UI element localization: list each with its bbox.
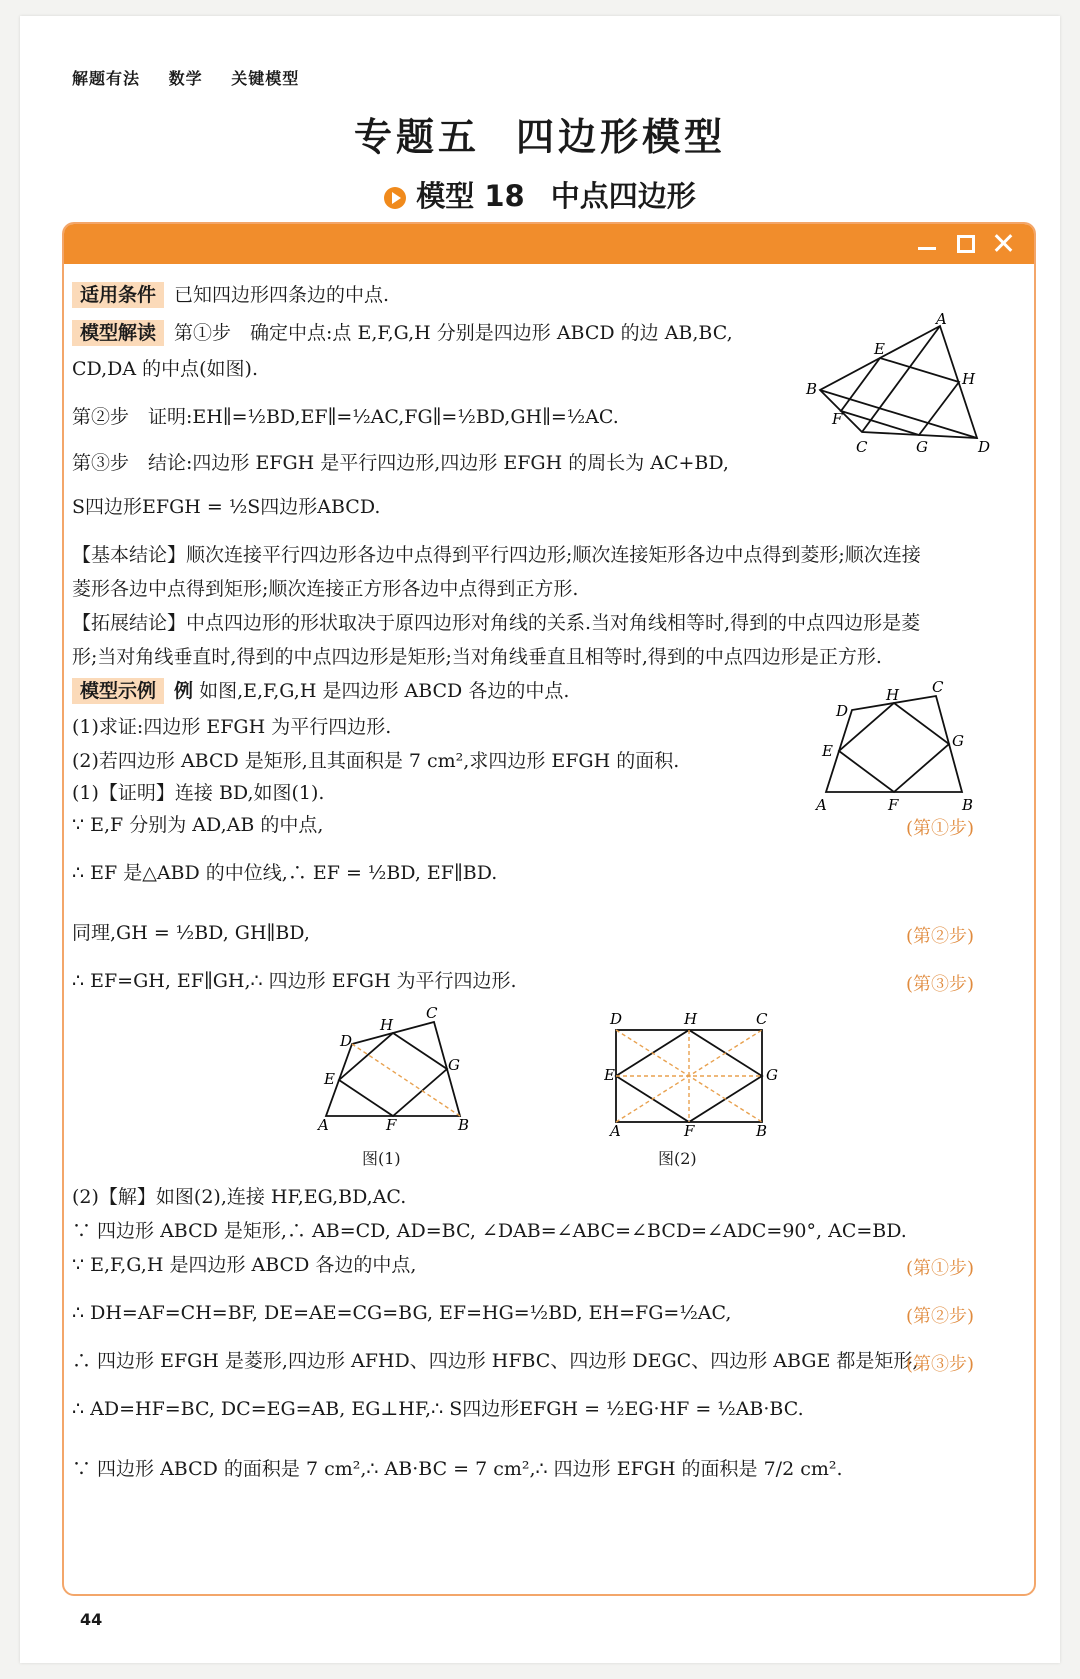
extend-line2: 形;当对角线垂直时,得到的中点四边形是矩形;当对角线垂直且相等时,得到的中点四边形是正方形. (72, 646, 882, 668)
ex-label-G: G (952, 732, 964, 750)
page (20, 16, 1060, 1663)
step1-line1: 第①步 确定中点:点 E,F,G,H 分别是四边形 ABCD 的边 AB,BC, (174, 322, 733, 344)
page-number: 44 (80, 1610, 103, 1629)
f2-label-H: H (684, 1010, 698, 1028)
f1-label-G: G (448, 1056, 460, 1074)
f1-label-B: B (458, 1116, 470, 1134)
fig0-label-D: D (978, 438, 991, 456)
figure-1 (314, 1004, 474, 1134)
figure-1-caption: 图(1) (362, 1149, 401, 1168)
step-label-2b: (第②步) (905, 1306, 974, 1327)
proof1-b: ∵ E,F 分别为 AD,AB 的中点, (72, 814, 324, 836)
f2-label-B: B (756, 1122, 768, 1136)
f1-label-F: F (386, 1116, 397, 1134)
f1-label-E: E (324, 1070, 335, 1088)
f2-label-E: E (604, 1066, 615, 1084)
fig0-label-B: B (806, 380, 818, 398)
running-head (72, 66, 321, 89)
interpret-tag: 模型解读 (72, 320, 164, 346)
fig0-label-A: A (936, 312, 947, 328)
f1-label-D: D (340, 1032, 353, 1050)
conditions-line (72, 282, 389, 308)
step1-line2: CD,DA 的中点(如图). (72, 358, 258, 380)
f1-label-A: A (318, 1116, 329, 1134)
minimize-icon[interactable] (916, 232, 938, 254)
step3-line2: S四边形EFGH = ½S四边形ABCD. (72, 496, 381, 518)
fig0-label-H: H (962, 370, 976, 388)
fig0-label-F: F (832, 410, 843, 428)
ex-label-E: E (822, 742, 833, 760)
step3-line1: 第③步 结论:四边形 EFGH 是平行四边形,四边形 EFGH 的周长为 AC+BD, (72, 452, 729, 474)
step-label-1a: (第①步) (905, 818, 974, 839)
f2-label-G: G (766, 1066, 778, 1084)
running-head-1: 解题有法 (72, 69, 141, 88)
step-label-3a: (第③步) (905, 974, 974, 995)
proof1-c: ∴ EF 是△ABD 的中位线,∴ EF = ½BD, EF∥BD. (72, 862, 498, 884)
step-label-3b: (第③步) (905, 1354, 974, 1375)
proof2-d: ∴ DH=AF=CH=BF, DE=AE=CG=BG, EF=HG=½BD, EH=FG=½AC, (72, 1302, 732, 1324)
figure-2 (604, 1010, 784, 1136)
figure-example (812, 676, 982, 816)
running-head-2: 数学 (168, 69, 203, 88)
extend-line1: 【拓展结论】中点四边形的形状取决于原四边形对角线的关系.当对角线相等时,得到的中点四边形是菱 (72, 612, 921, 634)
proof1-d: 同理,GH = ½BD, GH∥BD, (72, 922, 310, 944)
f2-label-F: F (684, 1122, 695, 1136)
title-part2: 四边形模型 (516, 115, 727, 159)
basic-line1: 【基本结论】顺次连接平行四边形各边中点得到平行四边形;顺次连接矩形各边中点得到菱形;顺次连接 (72, 544, 921, 566)
interpret-line (72, 320, 733, 346)
question-2: (2)若四边形 ABCD 是矩形,且其面积是 7 cm²,求四边形 EFGH 的面积. (72, 750, 680, 772)
ex-label-F: F (888, 796, 899, 814)
page-title (20, 106, 1060, 161)
title-part1: 专题五 (353, 115, 480, 159)
maximize-icon[interactable] (954, 232, 976, 254)
step-label-1b: (第①步) (905, 1258, 974, 1279)
question-1: (1)求证:四边形 EFGH 为平行四边形. (72, 716, 392, 738)
step-label-2a: (第②步) (905, 926, 974, 947)
running-head-3: 关键模型 (231, 69, 300, 88)
ex-label-H: H (886, 686, 900, 704)
proof1-a: (1)【证明】连接 BD,如图(1). (72, 782, 325, 804)
fig0-label-G: G (916, 438, 928, 456)
card-titlebar (64, 224, 1034, 264)
fig0-label-C: C (856, 438, 868, 456)
fig0-label-E: E (874, 340, 885, 358)
ex-label-D: D (836, 702, 849, 720)
ex-label-C: C (932, 678, 944, 696)
conditions-text: 已知四边形四条边的中点. (174, 284, 390, 306)
close-icon[interactable] (992, 232, 1014, 254)
subtitle-part2: 中点四边形 (550, 179, 696, 213)
f1-label-H: H (380, 1016, 394, 1034)
proof2-a: (2)【解】如图(2),连接 HF,EG,BD,AC. (72, 1186, 407, 1208)
f2-label-C: C (756, 1010, 768, 1028)
conditions-tag: 适用条件 (72, 282, 164, 308)
play-icon (384, 187, 406, 209)
proof2-e: ∴ 四边形 EFGH 是菱形,四边形 AFHD、四边形 HFBC、四边形 DEGC、四边形 ABGE 都是矩形, (72, 1350, 919, 1372)
f1-label-C: C (426, 1004, 438, 1022)
ex-label-A: A (816, 796, 827, 814)
subtitle-part1: 模型 18 (416, 179, 525, 213)
f2-label-D: D (610, 1010, 623, 1028)
proof2-f: ∴ AD=HF=BC, DC=EG=AB, EG⊥HF,∴ S四边形EFGH = ½EG·HF = ½AB·BC. (72, 1398, 804, 1420)
basic-line2: 菱形各边中点得到矩形;顺次连接正方形各边中点得到正方形. (72, 578, 579, 600)
proof1-e: ∴ EF=GH, EF∥GH,∴ 四边形 EFGH 为平行四边形. (72, 970, 517, 992)
figure-2-caption: 图(2) (658, 1149, 697, 1168)
proof2-c: ∵ E,F,G,H 是四边形 ABCD 各边的中点, (72, 1254, 417, 1276)
example-tag: 模型示例 (72, 678, 164, 704)
proof2-g: ∵ 四边形 ABCD 的面积是 7 cm²,∴ AB·BC = 7 cm²,∴ 四边形 EFGH 的面积是 7/2 cm². (72, 1458, 843, 1480)
example-line (72, 678, 569, 704)
figure-general-quad (802, 312, 1002, 462)
ex-label-B: B (962, 796, 974, 814)
example-text: 如图,E,F,G,H 是四边形 ABCD 各边的中点. (199, 680, 570, 702)
proof2-b: ∵ 四边形 ABCD 是矩形,∴ AB=CD, AD=BC, ∠DAB=∠ABC=∠BCD=∠ADC=90°, AC=BD. (72, 1220, 907, 1242)
f2-label-A: A (610, 1122, 621, 1136)
model-card (62, 222, 1036, 1596)
model-subtitle (20, 174, 1060, 215)
step2-line: 第②步 证明:EH∥=½BD,EF∥=½AC,FG∥=½BD,GH∥=½AC. (72, 406, 619, 428)
example-label: 例 (174, 680, 194, 702)
